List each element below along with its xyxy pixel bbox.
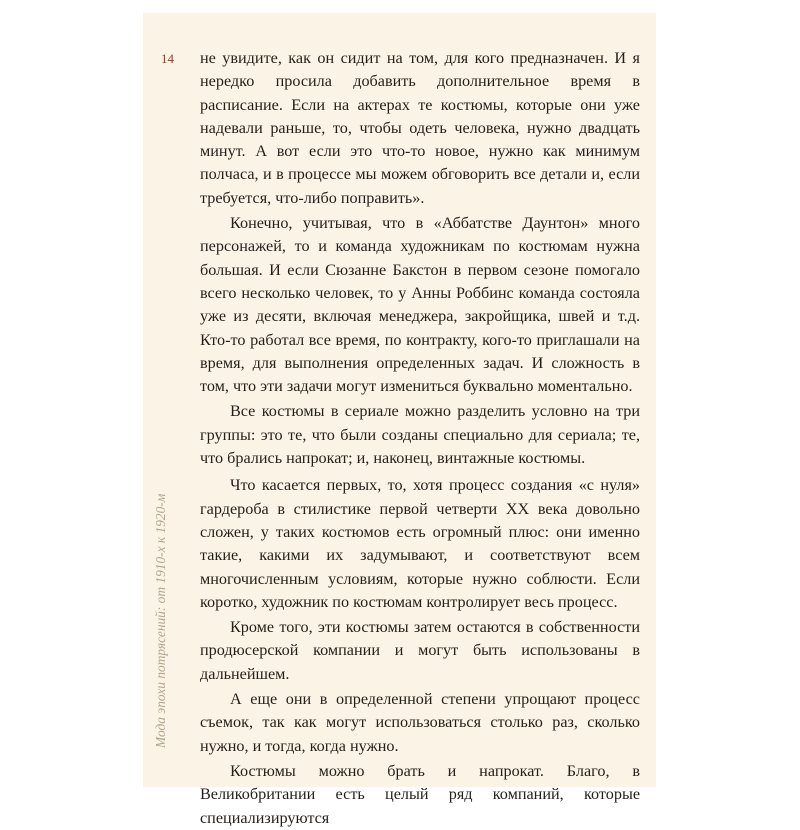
page-number: 14 — [161, 51, 174, 66]
running-title: Мода эпохи потрясений: от 1910-х к 1920-м — [153, 493, 168, 748]
paragraph: А еще они в определенной степени упрощают процесс съемок, так как могут использоваться столько раз, сколько нужно, и тогда, когда нужно. — [200, 690, 640, 755]
paragraph: Костюмы можно брать и напрокат. Благо, в Великобритании есть целый ряд компаний, которые специализируются — [200, 761, 640, 827]
paragraph: Кроме того, эти костюмы затем остаются в собственности продюсерской компании и могут быть использованы в дальнейшем. — [200, 618, 640, 683]
body-text — [200, 47, 640, 830]
paragraph: Что касается первых, то, хотя процесс создания «с нуля» гардероба в стилистике первой четверти XX века довольно сложен, у таких костюмов есть огромный плюс: они именно такие, какими их задумывают, и соответствуют всем многочисленным условиям, которые нужно соблюсти. Если коротко, художник по костюмам контролирует весь процесс. — [200, 476, 640, 611]
book-page — [143, 13, 656, 827]
paragraph: Конечно, учитывая, что в «Аббатстве Даунтон» много персонажей, то и команда художникам по костюмам нужна большая. И если Сюзанне Бакстон в первом сезоне помогало всего несколько человек, то у Анны Роббинс команда состояла уже из десяти, включая менеджера, закройщика, швей и т.д. Кто-то работал все время, по контракту, кого-то приглашали на время, для выполнения определенных задач. И сложность в том, что эти задачи могут измениться буквально моментально. — [200, 214, 640, 396]
paragraph: Все костюмы в сериале можно разделить условно на три группы: это те, что были созданы специально для сериала; те, что брались напрокат; и, наконец, винтажные костюмы. — [200, 402, 640, 468]
paragraph: не увидите, как он сидит на том, для кого предназначен. И я нередко просила добавить дополнительное время в расписание. Если на актерах те костюмы, которые они уже надевали раньше, то, чтобы одеть человека, нужно двадцать минут. А вот если это что-то новое, нужно как минимум полчаса, и в процессе мы можем обговорить все детали и, если требуется, что-либо поправить». — [200, 49, 640, 207]
